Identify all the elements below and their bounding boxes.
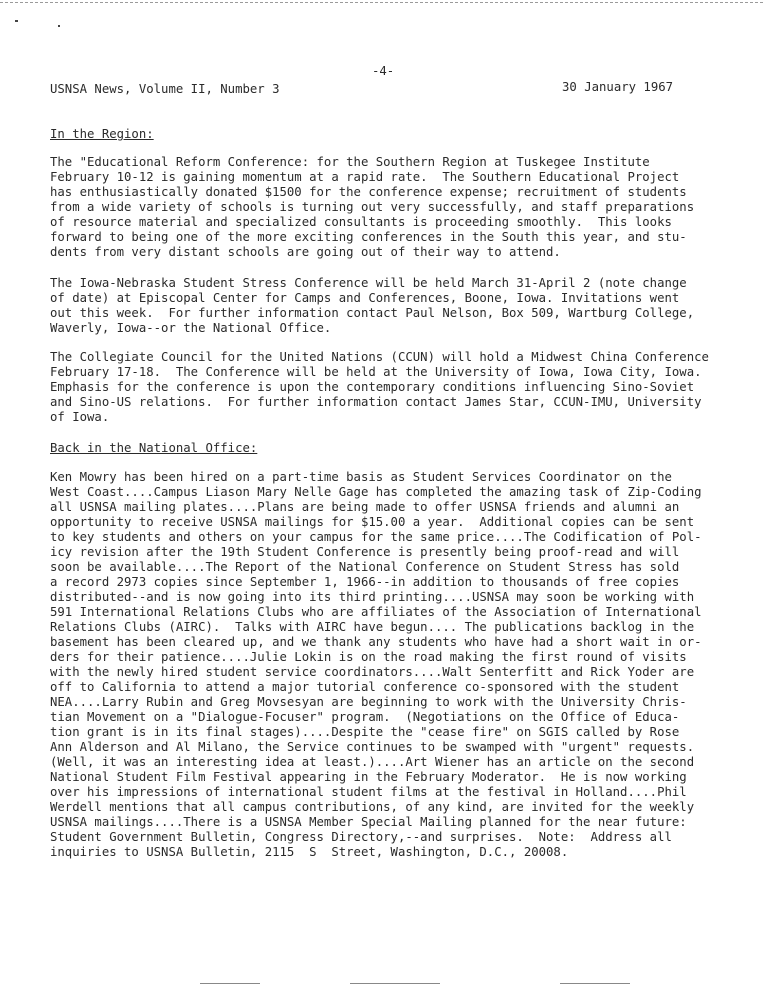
text-line: with the newly hired student service coordinators....Walt Senterfitt and Rick Yoder are — [50, 665, 695, 679]
text-line: to key students and others on your campus for the same price....The Codification of Pol- — [50, 530, 702, 544]
text-line: NEA....Larry Rubin and Greg Movsesyan are beginning to work with the University Chris- — [50, 695, 687, 709]
text-line: opportunity to receive USNSA mailings for $15.00 a year. Additional copies can be sent — [50, 515, 695, 529]
text-line: off to California to attend a major tutorial conference co-sponsored with the student — [50, 680, 680, 694]
text-line: from a wide variety of schools is turning out very successfully, and staff preparations — [50, 200, 695, 214]
text-line: The Iowa-Nebraska Student Stress Conference will be held March 31-April 2 (note change — [50, 276, 687, 290]
region-paragraph-iowa-nebraska — [50, 276, 730, 336]
text-line: basement has been cleared up, and we thank any students who have had a short wait in or- — [50, 635, 702, 649]
national-office-heading: Back in the National Office: — [50, 441, 258, 455]
text-line: Student Government Bulletin, Congress Directory,--and surprises. Note: Address all — [50, 830, 672, 844]
text-line: 591 International Relations Clubs who are affiliates of the Association of International — [50, 605, 702, 619]
text-line: distributed--and is now going into its third printing....USNSA may soon be working with — [50, 590, 695, 604]
region-heading: In the Region: — [50, 127, 154, 141]
text-line: of Iowa. — [50, 410, 110, 424]
text-line: of date) at Episcopal Center for Camps and Conferences, Boone, Iowa. Invitations went — [50, 291, 680, 305]
text-line: tian Movement on a "Dialogue-Focuser" program. (Negotiations on the Office of Educa- — [50, 710, 680, 724]
top-dashed-rule — [0, 2, 763, 3]
text-line: has enthusiastically donated $1500 for the conference expense; recruitment of students — [50, 185, 687, 199]
text-line: out this week. For further information contact Paul Nelson, Box 509, Wartburg College, — [50, 306, 695, 320]
text-line: The "Educational Reform Conference: for the Southern Region at Tuskegee Institute — [50, 155, 650, 169]
text-line: National Student Film Festival appearing in the February Moderator. He is now working — [50, 770, 687, 784]
scan-speck — [15, 20, 18, 22]
national-office-paragraph — [50, 470, 730, 860]
region-paragraph-tuskegee — [50, 155, 730, 260]
text-line: (Well, it was an interesting idea at least.)....Art Wiener has an article on the second — [50, 755, 695, 769]
text-line: icy revision after the 19th Student Conference is presently being proof-read and will — [50, 545, 680, 559]
text-line: Waverly, Iowa--or the National Office. — [50, 321, 332, 335]
text-line: dents from very distant schools are going out of their way to attend. — [50, 245, 561, 259]
text-line: a record 2973 copies since September 1, 1966--in addition to thousands of free copies — [50, 575, 680, 589]
text-line: soon be available....The Report of the National Conference on Student Stress has sold — [50, 560, 680, 574]
publication-title: USNSA News, Volume II, Number 3 — [50, 82, 280, 96]
text-line: inquiries to USNSA Bulletin, 2115 S Street, Washington, D.C., 20008. — [50, 845, 569, 859]
text-line: February 17-18. The Conference will be held at the University of Iowa, Iowa City, Iowa. — [50, 365, 702, 379]
text-line: forward to being one of the more exciting conferences in the South this year, and stu- — [50, 230, 687, 244]
scan-speck — [58, 25, 60, 27]
text-line: Werdell mentions that all campus contributions, of any kind, are invited for the weekly — [50, 800, 695, 814]
text-line: Relations Clubs (AIRC). Talks with AIRC have begun.... The publications backlog in the — [50, 620, 695, 634]
text-line: all USNSA mailing plates....Plans are being made to offer USNSA friends and alumni an — [50, 500, 680, 514]
region-paragraph-ccun — [50, 350, 730, 425]
bottom-edge-rule — [350, 983, 440, 984]
text-line: ders for their patience....Julie Lokin is on the road making the first round of visits — [50, 650, 687, 664]
bottom-edge-rule — [560, 983, 630, 984]
text-line: Ann Alderson and Al Milano, the Service continues to be swamped with "urgent" requests. — [50, 740, 695, 754]
text-line: over his impressions of international student films at the festival in Holland....Phil — [50, 785, 687, 799]
issue-date: 30 January 1967 — [562, 80, 674, 94]
text-line: Emphasis for the conference is upon the contemporary conditions influencing Sino-Soviet — [50, 380, 695, 394]
text-line: of resource material and specialized consultants is proceeding smoothly. This looks — [50, 215, 672, 229]
text-line: February 10-12 is gaining momentum at a rapid rate. The Southern Educational Project — [50, 170, 680, 184]
text-line: USNSA mailings....There is a USNSA Member Special Mailing planned for the near future: — [50, 815, 687, 829]
text-line: The Collegiate Council for the United Nations (CCUN) will hold a Midwest China Conference — [50, 350, 709, 364]
bottom-edge-rule — [200, 983, 260, 984]
text-line: West Coast....Campus Liason Mary Nelle Gage has completed the amazing task of Zip-Coding — [50, 485, 702, 499]
text-line: and Sino-US relations. For further information contact James Star, CCUN-IMU, University — [50, 395, 702, 409]
text-line: Ken Mowry has been hired on a part-time basis as Student Services Coordinator on the — [50, 470, 672, 484]
page-number: -4- — [372, 64, 395, 78]
text-line: tion grant is in its final stages)....Despite the "cease fire" on SGIS called by Rose — [50, 725, 680, 739]
